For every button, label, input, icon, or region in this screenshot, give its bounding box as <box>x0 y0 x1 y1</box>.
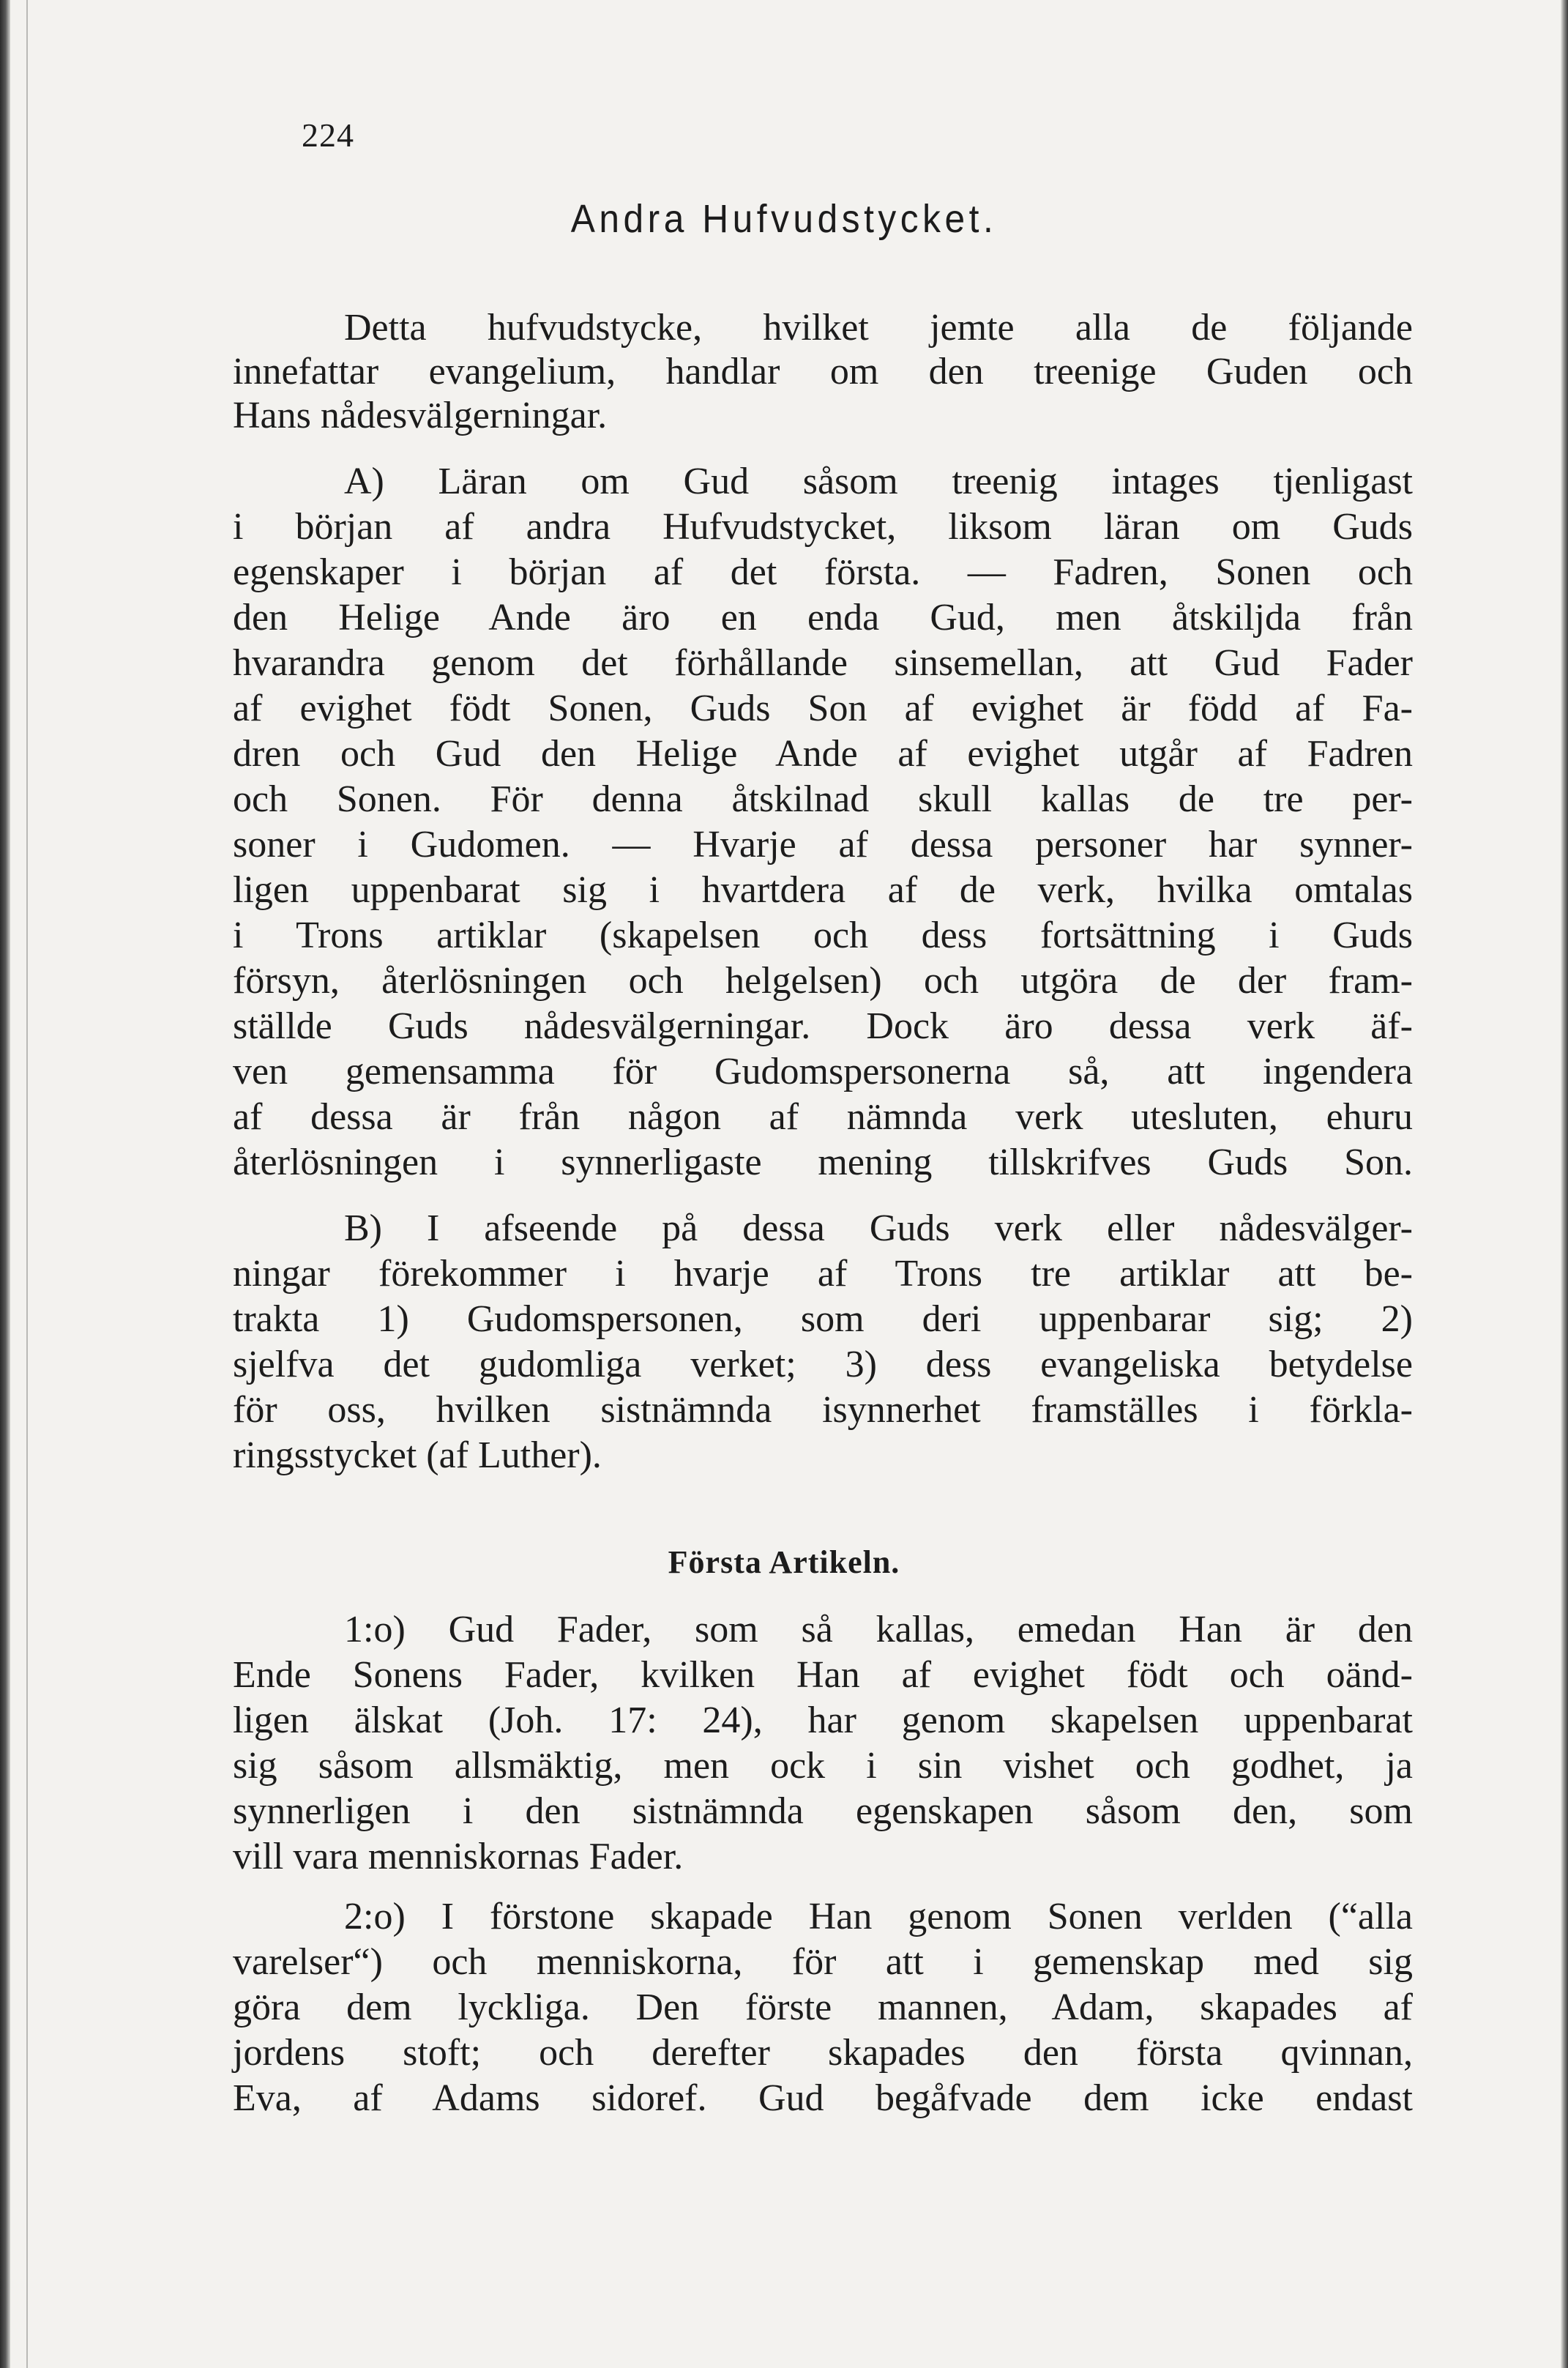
text-line: Ende Sonens Fader, kvilken Han af evighet födt och oänd- <box>233 1654 1413 1696</box>
text-line: 1:o) Gud Fader, som så kallas, emedan Han är den <box>344 1609 1413 1650</box>
text-line: försyn, återlösningen och helgelsen) och utgöra de der fram- <box>233 960 1413 1002</box>
text-line: egenskaper i början af det första. — Fadren, Sonen och <box>233 551 1413 593</box>
text-line: varelser“) och menniskorna, för att i gemenskap med sig <box>233 1941 1413 1983</box>
page-fold-line <box>26 0 28 2368</box>
text-line: sjelfva det gudomliga verket; 3) dess evangeliska betydelse <box>233 1344 1413 1385</box>
text-line: ligen älskat (Joh. 17: 24), har genom skapelsen uppenbarat <box>233 1699 1413 1741</box>
text-line: i Trons artiklar (skapelsen och dess fortsättning i Guds <box>233 915 1413 956</box>
text-line: och Sonen. För denna åtskilnad skull kallas de tre per- <box>233 778 1413 820</box>
text-line: ligen uppenbarat sig i hvartdera af de verk, hvilka omtalas <box>233 869 1413 911</box>
text-line: synnerligen i den sistnämnda egenskapen såsom den, som <box>233 1790 1413 1832</box>
text-line: den Helige Ande äro en enda Gud, men åtskiljda från <box>233 597 1413 638</box>
text-line: göra dem lyckliga. Den förste mannen, Adam, skapades af <box>233 1987 1413 2028</box>
text-line: af dessa är från någon af nämnda verk utesluten, ehuru <box>233 1096 1413 1138</box>
text-line: Detta hufvudstycke, hvilket jemte alla de följande <box>344 307 1413 349</box>
text-line: af evighet födt Sonen, Guds Son af evighet är född af Fa- <box>233 688 1413 729</box>
text-line: sig såsom allsmäktig, men ock i sin vishet och godhet, ja <box>233 1745 1413 1787</box>
text-line: ställde Guds nådesvälgerningar. Dock äro dessa verk äf- <box>233 1005 1413 1047</box>
text-line: jordens stoft; och derefter skapades den första qvinnan, <box>233 2032 1413 2074</box>
text-line: 2:o) I förstone skapade Han genom Sonen verlden (“alla <box>344 1896 1413 1937</box>
chapter-heading: Andra Hufvudstycket. <box>570 197 998 241</box>
text-line: Hans nådesvälgerningar. <box>233 395 608 436</box>
text-line: trakta 1) Gudomspersonen, som deri uppenbarar sig; 2) <box>233 1298 1413 1340</box>
article-heading: Första Artikeln. <box>668 1544 900 1580</box>
text-line: återlösningen i synnerligaste mening tillskrifves Guds Son. <box>233 1142 1413 1183</box>
scan-edge-left <box>0 0 10 2368</box>
text-line: A) Läran om Gud såsom treenig intages tjenligast <box>344 461 1413 502</box>
text-line: för oss, hvilken sistnämnda isynnerhet framställes i förkla- <box>233 1389 1413 1431</box>
text-line: vill vara menniskornas Fader. <box>233 1836 684 1877</box>
text-line: ringsstycket (af Luther). <box>233 1434 602 1476</box>
text-line: hvarandra genom det förhållande sinsemellan, att Gud Fader <box>233 642 1413 684</box>
text-line: Eva, af Adams sidoref. Gud begåfvade dem icke endast <box>233 2077 1413 2119</box>
text-line: dren och Gud den Helige Ande af evighet utgår af Fadren <box>233 733 1413 775</box>
text-line: B) I afseende på dessa Guds verk eller nådesvälger- <box>344 1207 1413 1249</box>
text-line: ningar förekommer i hvarje af Trons tre artiklar att be- <box>233 1253 1413 1295</box>
text-line: ven gemensamma för Gudomspersonerna så, att ingendera <box>233 1051 1413 1092</box>
text-line: innefattar evangelium, handlar om den treenige Guden och <box>233 351 1413 392</box>
text-line: soner i Gudomen. — Hvarje af dessa personer har synner- <box>233 824 1413 865</box>
text-line: i början af andra Hufvudstycket, liksom läran om Guds <box>233 506 1413 548</box>
scan-edge-right <box>1561 0 1568 2368</box>
page-number: 224 <box>302 116 354 154</box>
